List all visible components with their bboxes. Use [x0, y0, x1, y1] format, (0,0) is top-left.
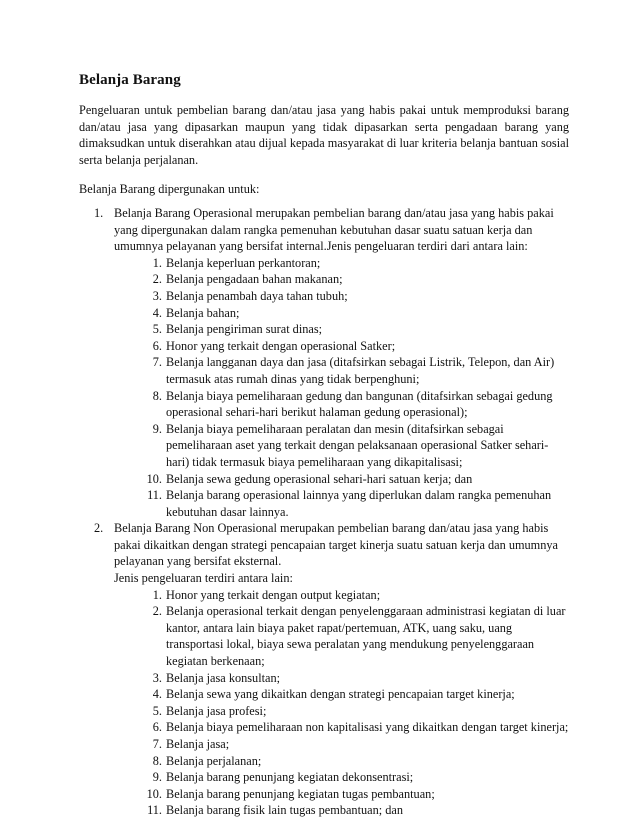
item-number: 10.: [146, 471, 162, 486]
item-text: Belanja keperluan perkantoran;: [166, 255, 321, 270]
item-number: 3.: [152, 288, 162, 303]
list-item: [114, 421, 569, 471]
item-text: Belanja barang fisik lain tugas pembantuan; dan: [166, 803, 403, 818]
list-item: [114, 753, 569, 770]
list-item: [114, 338, 569, 355]
item-number: 8.: [152, 753, 162, 768]
list-item: [114, 670, 569, 687]
item-text: Belanja langganan daya dan jasa (ditafsirkan sebagai Listrik, Telepon, dan Air) termasuk atas rumah dinas yang tidak berpenghuni;: [166, 355, 555, 386]
list-item: [114, 487, 569, 520]
item-number: 1.: [152, 255, 162, 270]
item-text: Belanja pengiriman surat dinas;: [166, 322, 323, 337]
item-text: Belanja pengadaan bahan makanan;: [166, 272, 343, 287]
item-text: Belanja barang operasional lainnya yang diperlukan dalam rangka pemenuhan kebutuhan dasar lainnya.: [166, 488, 552, 519]
item-text: Belanja biaya pemeliharaan peralatan dan mesin (ditafsirkan sebagai pemeliharaan aset yang terkait dengan pelaksanaan operasional Satker sehari-hari) tidak termasuk biaya pemeliharaan yang dikapitalisasi;: [166, 421, 549, 469]
item-number: 2.: [152, 604, 162, 619]
list-item: [114, 703, 569, 720]
item-number: 4.: [152, 687, 162, 702]
item-number: 3.: [152, 670, 162, 685]
list-item: [114, 255, 569, 272]
item-number: 9.: [152, 770, 162, 785]
list-item: [114, 321, 569, 338]
list-item: [114, 686, 569, 703]
section-number: 1.: [94, 206, 104, 220]
list-item: [114, 305, 569, 322]
list-item: [114, 471, 569, 488]
item-number: 6.: [152, 338, 162, 353]
list-item: [114, 388, 569, 421]
definition-paragraph: Pengeluaran untuk pembelian barang dan/atau jasa yang habis pakai untuk memproduksi barang dan/atau jasa yang dipasarkan maupun yang tidak dipasarkan serta pengadaan barang yang dimaksudkan untuk diserahkan atau dijual kepada masyarakat di luar kriteria belanja bantuan sosial serta belanja perjalanan.: [79, 103, 569, 167]
item-text: Belanja biaya pemeliharaan non kapitalisasi yang dikaitkan dengan target kinerja;: [166, 720, 569, 735]
item-number: 11.: [147, 488, 162, 503]
item-text: Belanja penambah daya tahan tubuh;: [166, 288, 348, 303]
item-number: 1.: [152, 587, 162, 602]
item-text: Belanja biaya pemeliharaan gedung dan bangunan (ditafsirkan sebagai gedung operasional sehari-hari berikut halaman gedung operasional);: [166, 388, 553, 420]
item-number: 6.: [152, 720, 162, 735]
item-number: 8.: [152, 388, 162, 403]
item-number: 7.: [152, 737, 162, 751]
item-number: 5.: [152, 322, 162, 337]
item-number: 4.: [152, 305, 162, 320]
item-number: 2.: [152, 272, 162, 287]
intro-text: Belanja Barang dipergunakan untuk:: [79, 182, 260, 196]
section-text: Belanja Barang Operasional merupakan pembelian barang dan/atau jasa yang habis pakai yang dipergunakan dalam rangka pemenuhan kebutuhan dasar suatu satuan kerja dan umumnya pelayanan yang bersifat internal.Jenis pengeluaran terdiri dari antara lain:: [114, 206, 554, 254]
list-item: [114, 271, 569, 288]
sub-list: [114, 255, 569, 521]
list-item: [114, 719, 569, 736]
item-text: Belanja jasa;: [166, 737, 230, 751]
item-text: Belanja sewa gedung operasional sehari-hari satuan kerja; dan: [166, 471, 473, 486]
section-sub-intro: Jenis pengeluaran terdiri antara lain:: [114, 571, 293, 586]
main-list: [79, 205, 569, 819]
list-section-operasional: [79, 205, 569, 520]
item-text: Belanja jasa konsultan;: [166, 670, 281, 685]
list-item: [114, 802, 569, 819]
list-item: [114, 288, 569, 305]
item-text: Belanja operasional terkait dengan penyelenggaraan administrasi kegiatan di luar kantor, antara lain biaya paket rapat/pertemuan, ATK, uang saku, uang transportasi lokal, biaya sewa peralatan yang mendukung penyelenggaraan kegiatan berkenaan;: [166, 604, 566, 669]
list-item: [114, 786, 569, 803]
list-item: [114, 769, 569, 786]
item-text: Belanja jasa profesi;: [166, 703, 267, 718]
list-section-non-operasional: [79, 520, 569, 819]
item-number: 5.: [152, 703, 162, 718]
section-text: Belanja Barang Non Operasional merupakan pembelian barang dan/atau jasa yang habis pakai dikaitkan dengan strategi pencapaian target kinerja suatu satuan kerja dan umumnya pelayanan yang bersifat eksternal.: [114, 521, 559, 569]
item-text: Belanja sewa yang dikaitkan dengan strategi pencapaian target kinerja;: [166, 687, 515, 702]
document-title: Belanja Barang: [79, 72, 181, 88]
item-number: 10.: [146, 786, 162, 801]
sub-list: [114, 587, 569, 819]
item-text: Belanja barang penunjang kegiatan dekonsentrasi;: [166, 770, 414, 785]
section-number: 2.: [94, 521, 104, 536]
item-text: Honor yang terkait dengan operasional Satker;: [166, 338, 396, 353]
item-text: Honor yang terkait dengan output kegiatan;: [166, 587, 381, 602]
list-item: [114, 587, 569, 604]
item-number: 9.: [152, 421, 162, 436]
item-text: Belanja perjalanan;: [166, 753, 262, 768]
list-item: [114, 354, 569, 387]
list-item: [114, 736, 569, 753]
list-item: [114, 603, 569, 669]
item-text: Belanja barang penunjang kegiatan tugas pembantuan;: [166, 786, 435, 801]
item-number: 11.: [147, 803, 162, 818]
item-text: Belanja bahan;: [166, 305, 240, 320]
item-number: 7.: [152, 355, 162, 370]
